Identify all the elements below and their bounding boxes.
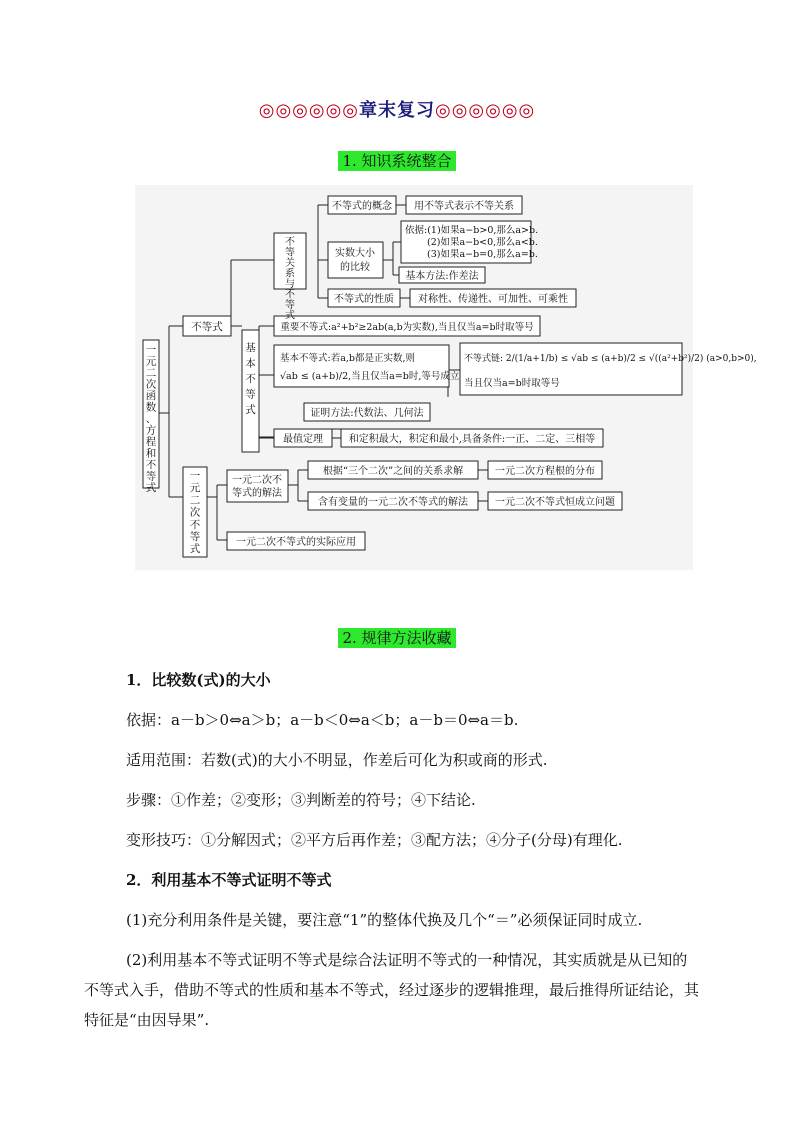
map-zhongyao-label: 重要不等式:a²+b²≥2ab(a,b为实数),当且仅当a=b时取等号 — [280, 322, 534, 333]
map-erci-label: 一元二次不等式 — [189, 470, 201, 556]
map-jiben-def-1: 基本不等式:若a,b都是正实数,则 — [280, 353, 415, 364]
map-root-label: 一元二次函数、方程和不等式 — [145, 344, 157, 494]
map-budengshi-label: 不等式 — [191, 321, 223, 333]
text-fanwei: 适用范围：若数(式)的大小不明显，作差后可化为积或商的形式. — [126, 751, 548, 769]
knowledge-map-svg — [135, 185, 757, 570]
map-jiefa-line1: 一元二次不 — [232, 475, 282, 486]
title-text: 章末复习 — [359, 100, 435, 121]
map-zuizhi-desc-label: 和定积最大，积定和最小,具备条件:一正、二定、三相等 — [348, 434, 596, 445]
map-lian-1: 不等式链: 2/(1/a+1/b) ≤ √ab ≤ (a+b)/2 ≤ √((a²+b²)/2) (a>0,b>0), — [464, 354, 757, 364]
text-yiju: 依据：a－b＞0⇔a＞b；a－b＜0⇔a＜b；a－b＝0⇔a＝b. — [126, 711, 519, 729]
paragraph-2: (2)利用基本不等式证明不等式是综合法证明不等式的一种情况，其实质就是从已知的不等式入手，借助不等式的性质和基本不等式，经过逐步的逻辑推理，最后推得所证结论，其特征是“由因导果”. — [84, 951, 700, 1029]
map-yiju-3: (3)如果a−b=0,那么a=b. — [427, 249, 538, 260]
heading-proof: 2．利用基本不等式证明不等式 — [126, 871, 332, 889]
section-heading-1 — [0, 150, 794, 171]
map-sange-label: 根据“三个二次”之间的关系求解 — [322, 466, 464, 477]
map-jiefa-line2: 等式的解法 — [232, 488, 282, 499]
map-bijiao-line1: 实数大小 — [335, 248, 375, 259]
map-yingyong-label: 一元二次不等式的实际应用 — [236, 537, 356, 548]
text-jiqiao: 变形技巧：①分解因式；②平方后再作差；③配方法；④分子(分母)有理化. — [126, 831, 623, 849]
page-title — [0, 96, 794, 122]
map-bijiao-line2: 的比较 — [340, 262, 370, 273]
map-xingzhi-desc-label: 对称性、传递性、可加性、可乘性 — [418, 294, 568, 305]
map-hanbian-label: 含有变量的一元二次不等式的解法 — [318, 497, 468, 508]
map-guanxi-label: 不等关系与不等式 — [285, 237, 295, 322]
map-gainian-label: 不等式的概念 — [332, 201, 392, 212]
map-jibenfangfa-label: 基本方法:作差法 — [405, 271, 479, 282]
heading-compare: 1．比较数(式)的大小 — [126, 671, 271, 689]
map-xingzhi-label: 不等式的性质 — [334, 294, 394, 305]
paragraph-1: (1)充分利用条件是关键，要注意“1”的整体代换及几个“＝”必须保证同时成立. — [126, 911, 643, 929]
section-heading-2-label: 2. 规律方法收藏 — [338, 628, 455, 648]
map-gainian-desc-label: 用不等式表示不等关系 — [414, 201, 514, 212]
section-heading-1-label: 1. 知识系统整合 — [338, 151, 455, 171]
title-decoration-right: ◎◎◎◎◎◎ — [435, 100, 536, 121]
title-decoration-left: ◎◎◎◎◎◎ — [258, 100, 359, 121]
map-zhengming-label: 证明方法:代数法、几何法 — [310, 408, 424, 419]
section-heading-2 — [0, 627, 794, 648]
map-lian-2: 当且仅当a=b时取等号 — [464, 378, 560, 389]
map-yiju-2: (2)如果a−b<0,那么a<b. — [427, 237, 538, 248]
map-fenbu-label: 一元二次方程根的分布 — [495, 466, 595, 477]
map-jiben-def-2: √ab ≤ (a+b)/2,当且仅当a=b时,等号成立 — [280, 371, 460, 382]
map-yiju-1: 依据:(1)如果a−b>0,那么a>b. — [405, 225, 539, 236]
text-buzhou: 步骤：①作差；②变形；③判断差的符号；④下结论. — [126, 791, 476, 809]
map-jiben-label: 基本不等式 — [245, 342, 256, 416]
knowledge-map — [135, 185, 757, 570]
map-hengcheng-label: 一元二次不等式恒成立问题 — [495, 497, 615, 508]
map-zuizhi-label: 最值定理 — [283, 434, 323, 445]
